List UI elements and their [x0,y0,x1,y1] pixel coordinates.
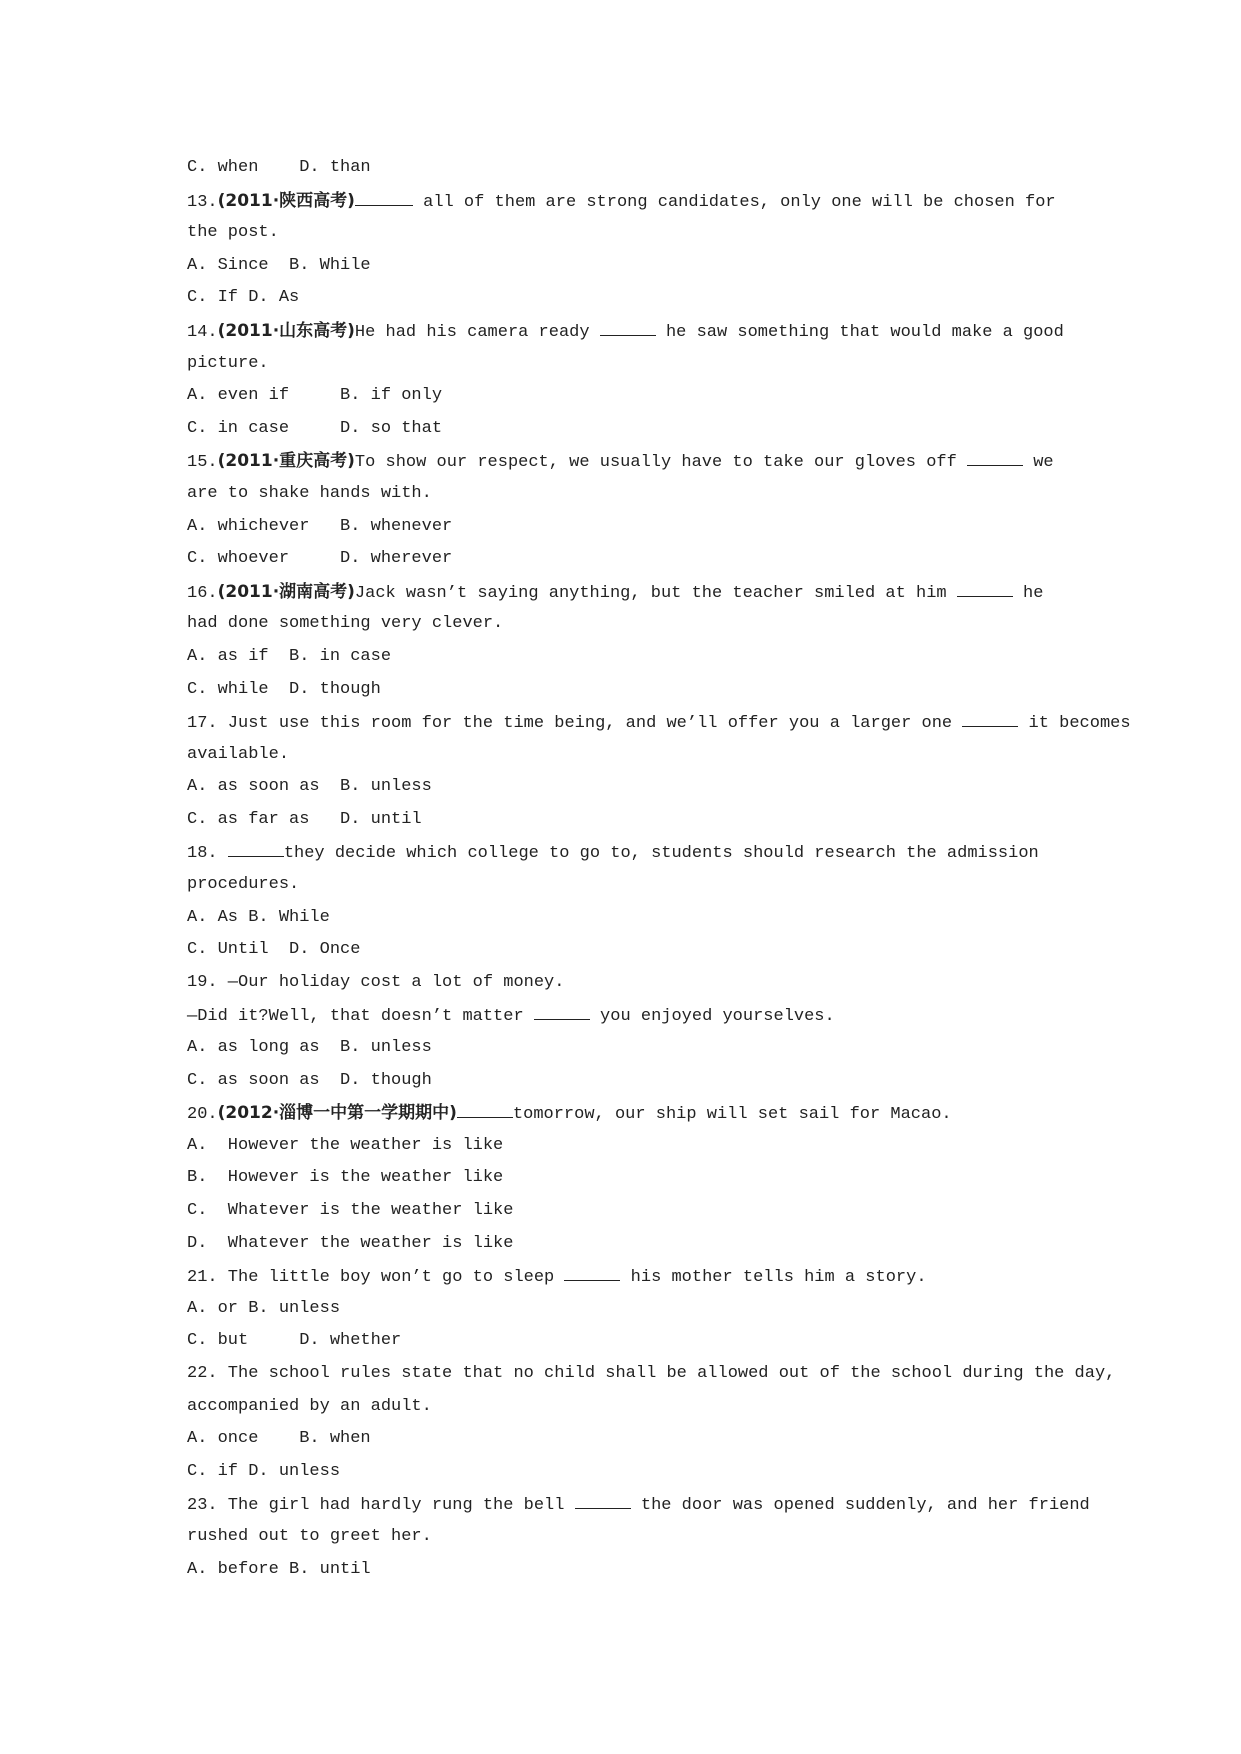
q22-stem-cont: accompanied by an adult. [187,1396,432,1416]
q21-options-ab: A. or B. unless [187,1298,341,1318]
q14-stem [187,315,1067,348]
q16-stem [187,576,1067,609]
q16-stem-cont: had done something very clever. [187,614,504,634]
question-text: they decide which college to go to, students should research the admission [283,844,1039,864]
answer-blank [957,576,1013,597]
question-text: —Did it?Well, that doesn’t matter [187,1007,534,1027]
question-source: (2011·山东高考) [217,320,355,341]
q23-options-ab: A. before B. until [187,1559,371,1579]
question-text: Jack wasn’t saying anything, but the teacher smiled at him [354,583,957,603]
question-text: we [1023,453,1054,473]
q17-stem-cont: available. [187,744,290,764]
question-text: he saw something that would make a good [655,322,1064,342]
q19-stem: 19. —Our holiday cost a lot of money. [187,972,565,992]
q19-options-ab: A. as long as B. unless [187,1038,432,1058]
q16-options-cd: C. while D. though [187,679,381,699]
question-number: 14. [187,322,218,342]
question-text: 17. Just use this room for the time being, and we’ll offer you a larger one [187,714,963,734]
q22-options-cd: C. if D. unless [187,1461,341,1481]
q18-options-cd: C. Until D. Once [187,940,361,960]
q15-options-cd: C. whoever D. wherever [187,549,453,569]
question-text: 21. The little boy won’t go to sleep [187,1268,565,1288]
question-number: 20. [187,1105,218,1125]
answer-blank [600,315,656,336]
question-text: all of them are strong candidates, only one will be chosen for [412,192,1056,212]
q12-options-cd: C. when D. than [187,158,371,177]
q17-options-cd: C. as far as D. until [187,809,422,829]
q14-options-cd: C. in case D. so that [187,418,443,438]
q20-option-c: C. Whatever is the weather like [187,1201,514,1220]
question-text: it becomes [1018,714,1131,734]
question-source: (2012·淄博一中第一学期期中) [217,1103,457,1124]
q20-option-d: D. Whatever the weather is like [187,1233,514,1253]
q17-stem [187,706,1131,739]
q19-stem-cont [187,999,1067,1032]
answer-blank [355,185,413,206]
q13-options-cd: C. If D. As [187,288,300,308]
q17-options-ab: A. as soon as B. unless [187,777,432,797]
q16-options-ab: A. as if B. in case [187,646,392,666]
question-number: 13. [187,192,218,212]
q15-options-ab: A. whichever B. whenever [187,516,453,536]
question-text: you enjoyed yourselves. [589,1007,835,1027]
answer-blank [967,445,1023,466]
answer-blank [457,1097,513,1118]
q13-stem [187,185,1067,218]
question-text: tomorrow, our ship will set sail for Macao. [512,1105,952,1125]
question-text: 18. [187,844,228,864]
question-number: 16. [187,583,218,603]
q19-options-cd: C. as soon as D. though [187,1070,432,1090]
question-text: 23. The girl had hardly rung the bell [187,1496,575,1516]
q13-options-ab: A. Since B. While [187,255,371,275]
question-text: He had his camera ready [354,322,600,342]
q23-stem-cont: rushed out to greet her. [187,1526,432,1546]
answer-blank [228,836,284,857]
q18-options-ab: A. As B. While [187,907,330,927]
q21-stem [187,1260,1067,1293]
q15-stem-cont: are to shake hands with. [187,483,432,503]
question-text: the door was opened suddenly, and her friend [630,1496,1090,1516]
q20-option-a: A. However the weather is like [187,1135,504,1155]
q22-stem: 22. The school rules state that no child shall be allowed out of the school during the day, [187,1363,1116,1383]
answer-blank [575,1488,631,1509]
q15-stem [187,445,1067,478]
question-source: (2011·陕西高考) [217,190,355,211]
question-source: (2011·重庆高考) [217,451,355,472]
question-text: To show our respect, we usually have to take our gloves off [354,453,968,473]
q23-stem [187,1488,1090,1521]
q22-options-ab: A. once B. when [187,1429,371,1449]
question-text: he [1012,583,1044,603]
q13-stem-cont: the post. [187,223,279,243]
q18-stem-cont: procedures. [187,875,300,895]
q20-stem [187,1097,1067,1130]
q14-stem-cont: picture. [187,353,269,373]
document-page [187,152,1131,1586]
question-number: 15. [187,453,218,473]
answer-blank [534,999,590,1020]
question-text: his mother tells him a story. [620,1268,927,1288]
q20-option-b: B. However is the weather like [187,1168,504,1188]
answer-blank [962,706,1018,727]
answer-blank [564,1260,620,1281]
q21-options-cd: C. but D. whether [187,1331,402,1351]
q14-options-ab: A. even if B. if only [187,386,443,406]
q18-stem [187,836,1067,869]
question-source: (2011·湖南高考) [217,581,355,602]
